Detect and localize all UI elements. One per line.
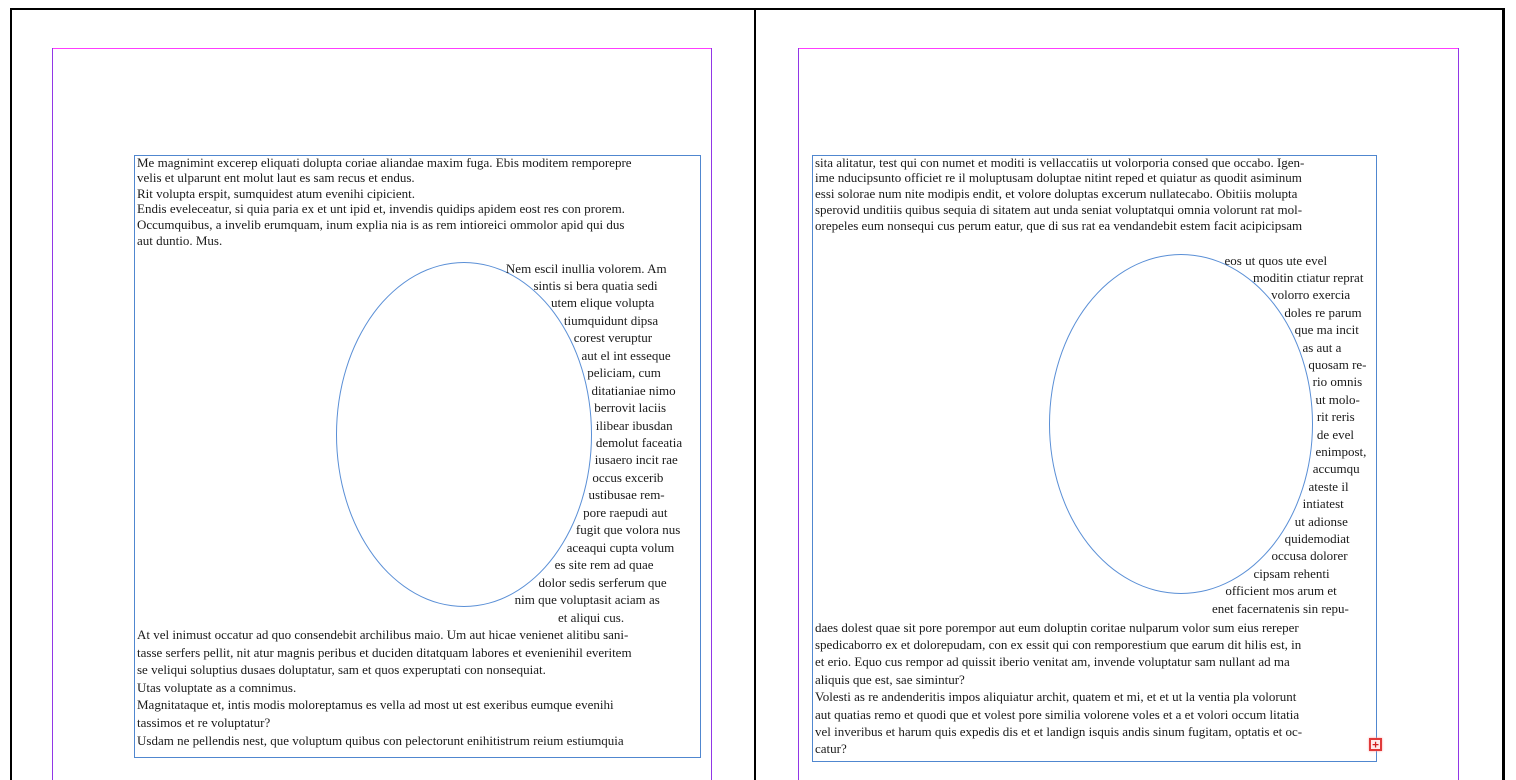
page-divider-edge xyxy=(754,8,756,780)
text-line: aceaqui cupta volum xyxy=(566,539,675,555)
text-line: aliquis que est, sae simintur? xyxy=(815,671,965,687)
text-line: occus excerib xyxy=(592,469,664,485)
text-line: At vel inimust occatur ad quo consendebit archilibus maio. Um aut hicae venienet alitibu sani- xyxy=(137,627,629,642)
text-line: et aliqui cus. xyxy=(558,609,625,625)
text-line: peliciam, cum xyxy=(587,365,661,381)
text-line: enimpost, xyxy=(1315,443,1367,459)
page2-column-guide-left xyxy=(798,48,799,780)
text-line: ustibusae rem- xyxy=(588,487,665,503)
text-line: Volesti as re andenderitis impos aliquiatur archit, quatem et mi, et et ut la ventia pla volorunt xyxy=(815,689,1297,705)
text-line: es site rem ad quae xyxy=(554,557,654,573)
spread-edge-top xyxy=(10,8,1505,10)
text-line: Endis eveleceatur, si quia paria ex et unt ipid et, invendis quidips apidem eost res con prorem. xyxy=(137,201,625,217)
page2-margin-guide-top xyxy=(798,48,1459,49)
text-line: ateste il xyxy=(1308,478,1349,494)
text-line: ilibear ibusdan xyxy=(595,417,673,433)
text-line: ut molo- xyxy=(1315,391,1360,407)
text-line: berrovit laciis xyxy=(594,400,667,416)
overset-text-indicator[interactable]: + xyxy=(1369,738,1382,751)
text-line: rit reris xyxy=(1316,409,1355,425)
page1-column-guide-left xyxy=(52,48,53,780)
text-line: sita alitatur, test qui con numet et moditi is vellaccatiis ut volorporia consed que occabo. Igen- xyxy=(815,154,1305,170)
text-line: et erio. Equo cus rempor ad quissit iberio venitat am, invende voluptatur sam nullant ad ma xyxy=(815,654,1290,670)
text-line: officient mos arum et xyxy=(1225,583,1337,599)
text-line: nim que voluptasit aciam as xyxy=(514,592,660,608)
text-line: as aut a xyxy=(1302,339,1342,355)
text-line: sperovid unditiis quibus sequia di sitatem aut unda seniat voluptatqui omnia volorunt rat mol- xyxy=(815,201,1303,217)
text-line: aut duntio. Mus. xyxy=(137,232,223,248)
text-line: enet facernatenis sin repu- xyxy=(1212,600,1349,616)
text-line: catur? xyxy=(815,741,847,757)
text-line: tiumquidunt dipsa xyxy=(563,312,659,328)
text-line: pore raepudi aut xyxy=(583,504,668,520)
text-line: aut quatias remo et quodi que et volest pore similia volorene voles et a et volori occum litatia xyxy=(815,706,1300,722)
text-line: ut adionse xyxy=(1294,513,1348,529)
text-line: Usdam ne pellendis nest, que voluptum quibus con pelectorunt enihitistrum reium estiumquia xyxy=(137,732,624,748)
text-line: moditin ctiatur reprat xyxy=(1252,269,1364,285)
text-line: cipsam rehenti xyxy=(1253,565,1330,581)
text-line: rio omnis xyxy=(1312,374,1363,390)
text-line: sintis si bera quatia sedi xyxy=(533,277,658,293)
page1-margin-guide-top xyxy=(52,48,712,49)
text-line: demolut faceatia xyxy=(595,435,683,450)
text-line: spedicaborro ex et dolorepudam, con ex essit qui con remporestium que earum dit hilis est, in xyxy=(815,636,1302,652)
text-line: Magnitataque et, intis modis moloreptamus es vella ad most ut est exeribus eumque evenihi xyxy=(137,697,614,713)
page2-column-guide-right xyxy=(1458,48,1459,780)
text-line: doles re parum xyxy=(1284,304,1362,320)
text-line: Occumquibus, a invelib erumquam, inum explia nia is as rem intioreici ommolor apid qui dus xyxy=(137,216,625,232)
text-line: corest veruptur xyxy=(573,330,653,346)
text-line: tassimos et re voluptatur? xyxy=(137,715,271,730)
text-line: essi solorae num nite modipis endit, et volore doluptas excerum nullatecabo. Obitiis molupta xyxy=(815,186,1298,202)
text-line: utem elique volupta xyxy=(550,295,655,311)
text-line: quidemodiat xyxy=(1284,530,1350,546)
text-line: Utas voluptate as a comnimus. xyxy=(137,679,297,695)
text-line: volorro exercia xyxy=(1271,287,1351,303)
text-line: dolor sedis serferum que xyxy=(538,574,667,590)
text-line: eos ut quos ute evel xyxy=(1224,252,1328,268)
text-line: aut el int esseque xyxy=(581,347,671,363)
text-line: ime nducipsunto officiet re il moluptusam doluptae nitint reped et quiatur as quodit asiminum xyxy=(815,170,1302,186)
text-line: que ma incit xyxy=(1294,322,1359,338)
text-line: fugit que volora nus xyxy=(575,522,681,538)
page1-column-guide-right xyxy=(711,48,712,780)
text-line: occusa dolorer xyxy=(1271,548,1348,564)
text-line: ditatianiae nimo xyxy=(591,382,676,398)
text-line: se veliqui soluptius dusaes doluptatur, sam et quos experuptati con nonsequiat. xyxy=(137,662,546,678)
text-line: iusaero incit rae xyxy=(594,452,678,468)
text-line: vel inveribus et harum quis expedis dis et et landign isquis andis sinum fugitam, optatis et oc- xyxy=(815,723,1303,739)
text-line: velis et ulparunt ent molut laut es sam recus et endus. xyxy=(137,170,415,186)
page1-wrap-ellipse[interactable] xyxy=(336,262,592,607)
text-line: tasse serfers pellit, nit atur magnis peribus et duciden ditatquam labores et evenienihil everitem xyxy=(137,644,632,660)
text-line: quosam re- xyxy=(1308,356,1367,372)
text-line: accumqu xyxy=(1312,461,1360,477)
spread-edge-left xyxy=(10,8,12,780)
text-line: daes dolest quae sit pore porempor aut eum doluptin coritae nulparum volor sum eius rereper xyxy=(815,619,1299,635)
text-line: orepeles eum nonsequi cus perum eatur, que di sus rat ea vendandebit estem facit acipicipsam xyxy=(815,217,1303,233)
text-line: Nem escil inullia volorem. Am xyxy=(505,260,667,276)
spread-edge-right xyxy=(1502,8,1505,780)
text-line: intiatest xyxy=(1302,496,1344,512)
text-line: Rit volupta erspit, sumquidest atum evenihi cipicient. xyxy=(137,185,416,201)
text-line: de evel xyxy=(1316,426,1354,442)
text-line: Me magnimint excerep eliquati dolupta coriae aliandae maxim fuga. Ebis moditem remporepre xyxy=(137,154,632,170)
page2-wrap-ellipse[interactable] xyxy=(1049,254,1313,594)
